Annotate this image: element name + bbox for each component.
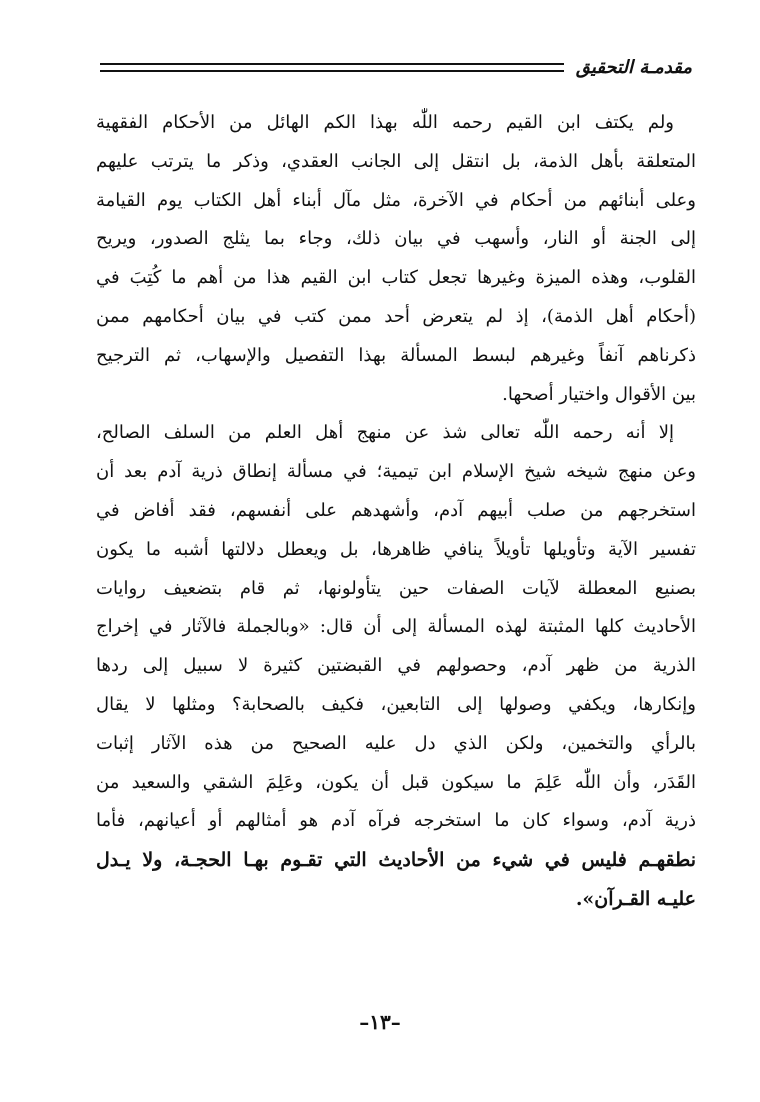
- text-line: الأحاديث كلها المثبتة لهذه المسألة إلى أن قال: «وبالجملة فالآثار في إخراج: [96, 616, 696, 638]
- text-line: ولم يكتف ابن القيم رحمه اللّٰه بهذا الكم الهائل من الأحكام الفقهية: [96, 112, 674, 133]
- text-line: القلوب، وهذه الميزة وغيرها تجعل كتاب ابن القيم هذا من أهم ما كُتِبَ في: [96, 267, 696, 289]
- text-line: بين الأقوال واختيار أصحها.: [502, 383, 696, 405]
- text-line: ذكرناهم آنفاً وغيرهم لبسط المسألة بهذا التفصيل والإسهاب، ثم الترجيح: [96, 344, 696, 366]
- text-line: الذرية من ظهر آدم، وحصولهم في القبضتين كثيرة لا سبيل إلى ردها: [96, 655, 696, 677]
- text-line: تفسير الآية وتأويلها تأويلاً ينافي ظاهرها، بل ويعطل دلالتها أشبه ما يكون: [96, 538, 696, 560]
- bold-text-line: عليـه القـرآن».: [575, 887, 696, 910]
- text-line: استخرجهم من صلب أبيهم آدم، وأشهدهم على أنفسهم، فقد أفاض في: [96, 499, 696, 521]
- header-double-rule: [100, 63, 564, 72]
- text-line: (أحكام أهل الذمة)، إذ لم يتعرض أحد ممن كتب في بيان أحكامهم ممن: [96, 305, 696, 327]
- paragraph-1: [96, 104, 696, 414]
- text-line: إلى الجنة أو النار، وأسهب في بيان ذلك، وجاء بما يثلج الصدور، ويريح: [96, 228, 696, 250]
- running-header: [100, 52, 692, 82]
- text-line: القَدَر، وأن اللّٰه عَلِمَ ما سيكون قبل أن يكون، وعَلِمَ الشقي والسعيد من: [96, 771, 696, 793]
- text-line: ذرية آدم، وسواء كان ما استخرجه فرآه آدم هو أمثالهم أو أعيانهم، فأما: [96, 810, 696, 832]
- text-line: وعن منهج شيخه شيخ الإسلام ابن تيمية؛ في مسألة إنطاق ذرية آدم بعد أن: [96, 461, 696, 483]
- paragraph-2: [96, 414, 696, 918]
- bold-text-line: نطقهـم فليس في شيء من الأحاديث التي تقـوم بهـا الحجـة، ولا يـدل: [96, 849, 696, 872]
- header-title: مقدمـة التحقيق: [575, 56, 692, 78]
- text-line: المتعلقة بأهل الذمة، بل انتقل إلى الجانب العقدي، وذكر ما يترتب عليهم: [96, 150, 696, 172]
- text-line: وعلى أبنائهم من أحكام في الآخرة، مثل مآل أبناء أهل الكتاب يوم القيامة: [96, 189, 696, 211]
- text-line: إلا أنه رحمه اللّٰه تعالى شذ عن منهج أهل العلم من السلف الصالح،: [96, 422, 674, 444]
- page-number: –١٣–: [359, 1010, 401, 1034]
- text-line: بصنيع المعطلة لآيات الصفات حين يتأولونها، ثم قام بتضعيف روايات: [96, 577, 696, 599]
- text-line: بالرأي والتخمين، ولكن الذي دل عليه الصحيح من هذه الآثار إثبات: [96, 732, 696, 754]
- text-line: وإنكارها، ويكفي وصولها إلى التابعين، فكيف بالصحابة؟ ومثلها لا يقال: [96, 693, 696, 715]
- body-text: [96, 104, 696, 919]
